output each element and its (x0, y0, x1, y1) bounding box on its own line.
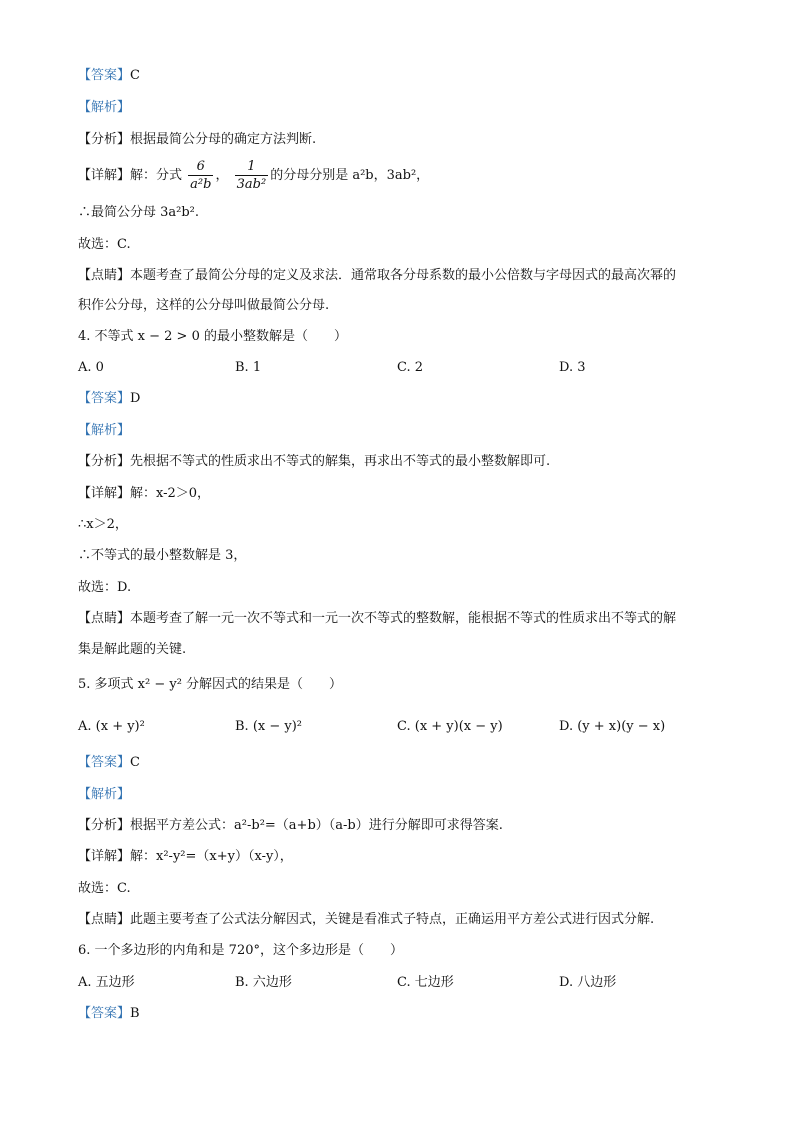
q6-stem-text: 6. 一个多边形的内角和是 720°，这个多边形是（ ） (78, 943, 403, 958)
q5-stem (78, 675, 734, 695)
xiangjie-pre: 解：分式 (130, 168, 183, 183)
fenxi-tag: 【分析】 (78, 132, 131, 147)
xiangjie-text: 解：x²-y²=（x+y）（x-y）， (130, 849, 293, 864)
answer-tag: 【答案】 (78, 755, 131, 770)
q3-xiangjie-line (78, 158, 734, 194)
q3-fenxi-line (78, 130, 734, 150)
q4-option-d: D. 3 (559, 360, 586, 375)
dianjing-text-2: 积作公分母，这样的公分母叫做最简公分母. (78, 298, 330, 313)
fraction-2-numerator: 1 (235, 158, 269, 176)
q5-dianjing-line (78, 910, 734, 930)
analysis-tag: 【解析】 (78, 100, 131, 115)
q4-dianjing-line-2 (78, 640, 734, 660)
q4-answer-line (78, 389, 734, 409)
fraction-1-numerator: 6 (188, 158, 213, 176)
fraction-2 (235, 158, 269, 193)
q5-option-a: A. (x + y)² (78, 719, 145, 734)
xiangjie-text: 解：x-2＞0， (130, 486, 211, 501)
q4-option-a: A. 0 (78, 360, 104, 375)
fraction-2-denominator: 3ab² (236, 177, 267, 192)
q3-dianjing-line-2 (78, 296, 734, 316)
q5-option-b: B. (x − y)² (235, 719, 303, 734)
xiangjie-tag: 【详解】 (78, 486, 131, 501)
dianjing-text: 此题主要考查了公式法分解因式，关键是看准式子特点，正确运用平方差公式进行因式分解. (130, 912, 655, 927)
dianjing-text-1: 本题考查了解一元一次不等式和一元一次不等式的整数解，能根据不等式的性质求出不等式的解 (130, 611, 677, 626)
q5-fenxi-line (78, 816, 734, 836)
q3-answer-line (78, 66, 734, 86)
q6-option-d: D. 八边形 (559, 975, 617, 990)
q4-stem (78, 327, 734, 347)
q4-step-2 (78, 546, 734, 566)
xiangjie-post: 的分母分别是 a²b，3ab²， (270, 168, 430, 183)
q6-stem (78, 941, 734, 961)
dianjing-text-2: 集是解此题的关键. (78, 642, 187, 657)
comma: ， (215, 168, 229, 183)
q4-dianjing-line-1 (78, 609, 734, 629)
q6-answer-line (78, 1004, 734, 1024)
q6-option-b: B. 六边形 (235, 975, 292, 990)
fenxi-text: 根据最简公分母的确定方法判断. (130, 132, 317, 147)
dianjing-text-1: 本题考查了最简公分母的定义及求法．通常取各分母系数的最小公倍数与字母因式的最高次幂的 (130, 268, 677, 283)
q5-answer-line (78, 753, 734, 773)
q3-therefore-line (78, 203, 734, 223)
answer-value: C (130, 68, 140, 83)
q5-choose-line (78, 879, 734, 899)
dianjing-tag: 【点睛】 (78, 268, 131, 283)
answer-tag: 【答案】 (78, 68, 131, 83)
q5-option-d: D. (y + x)(y − x) (559, 719, 666, 734)
q5-stem-text: 5. 多项式 x² − y² 分解因式的结果是（ ） (78, 677, 343, 692)
q3-choose-line (78, 235, 734, 255)
q4-xiangjie-line (78, 484, 734, 504)
answer-value: B (130, 1006, 140, 1021)
xiangjie-tag: 【详解】 (78, 168, 131, 183)
choose-text: 故选：D. (78, 580, 132, 595)
answer-tag: 【答案】 (78, 391, 131, 406)
q5-xiangjie-line (78, 847, 734, 867)
dianjing-tag: 【点睛】 (78, 611, 131, 626)
answer-value: D (130, 391, 141, 406)
q4-step-1 (78, 515, 734, 535)
choose-text: 故选：C. (78, 881, 131, 896)
fenxi-tag: 【分析】 (78, 454, 131, 469)
q4-option-b: B. 1 (235, 360, 262, 375)
step-1-text: ∴x＞2， (78, 517, 128, 532)
analysis-tag: 【解析】 (78, 787, 131, 802)
therefore-text: ∴最简公分母 3a²b². (78, 205, 200, 220)
fraction-1-denominator: a²b (190, 177, 212, 192)
q5-analysis-line (78, 785, 734, 805)
answer-value: C (130, 755, 140, 770)
q4-fenxi-line (78, 452, 734, 472)
q4-choose-line (78, 578, 734, 598)
xiangjie-tag: 【详解】 (78, 849, 131, 864)
q4-stem-text: 4. 不等式 x − 2 > 0 的最小整数解是（ ） (78, 329, 347, 344)
answer-tag: 【答案】 (78, 1006, 131, 1021)
step-2-text: ∴不等式的最小整数解是 3， (78, 548, 247, 563)
q4-analysis-line (78, 421, 734, 441)
dianjing-tag: 【点睛】 (78, 912, 131, 927)
q3-analysis-line (78, 98, 734, 118)
fenxi-text: 根据平方差公式：a²-b²=（a+b）（a-b）进行分解即可求得答案. (130, 818, 503, 833)
fenxi-text: 先根据不等式的性质求出不等式的解集，再求出不等式的最小整数解即可. (130, 454, 551, 469)
analysis-tag: 【解析】 (78, 423, 131, 438)
choose-text: 故选：C. (78, 237, 131, 252)
q5-option-c: C. (x + y)(x − y) (397, 719, 503, 734)
fenxi-tag: 【分析】 (78, 818, 131, 833)
q6-option-a: A. 五边形 (78, 975, 135, 990)
q4-option-c: C. 2 (397, 360, 424, 375)
q6-option-c: C. 七边形 (397, 975, 454, 990)
fraction-1 (188, 158, 213, 193)
q3-dianjing-line-1 (78, 266, 734, 286)
